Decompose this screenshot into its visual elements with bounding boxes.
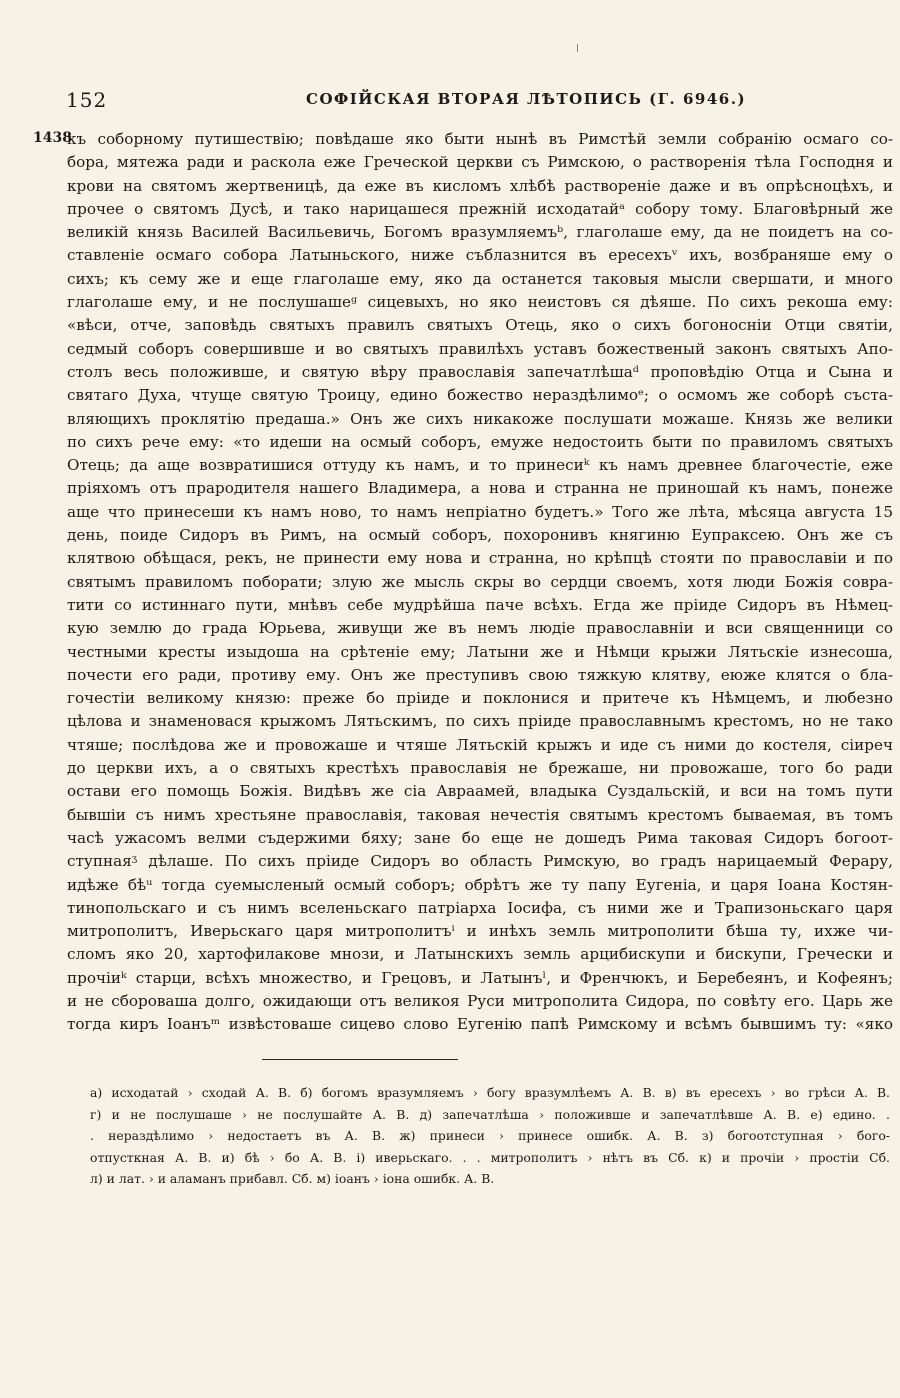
text-line: часѣ ужасомъ велми съдержими бяху; зане бо еще не дошедъ Рима таковая Сидоръ богоот- (67, 828, 893, 847)
footnote-line: . нераздѣлимо › недостаетъ въ А. В. ж) принеси › принесе ошибк. А. В. з) богоотступная › бого- (90, 1128, 890, 1143)
text-line: гочестіи великому князю: преже бо пріиде и поклонися и притече къ Нѣмцемъ, и любезно (67, 689, 893, 708)
page-mark (577, 44, 578, 52)
text-line: крови на святомъ жертвеницѣ, да еже въ кисломъ хлѣбѣ растворенiе даже и въ опрѣсноцѣхъ, и (67, 176, 893, 195)
text-line: Отець; да аще возвратишися оттуду къ намъ, и то принесиᵏ къ намъ древнее благочестіе, еже (67, 456, 893, 475)
text-line: чтяше; послѣдова же и провожаше и чтяше Лятьскій крыжъ и иде съ ними до костеля, сіиреч (67, 735, 893, 754)
text-line: и не сбороваша долго, ожидающи отъ великоя Руси митрополита Сидора, по совѣту его. Царь же (67, 991, 893, 1010)
text-line: сихъ; къ сему же и еще глаголаше ему, яко да останется таковыя мысли свершати, и много (67, 269, 893, 288)
text-line: пріяхомъ отъ прародителя нашего Владимера, а нова и странна не приношай къ намъ, понеже (67, 479, 893, 498)
text-line: ступнаяᶾ дѣлаше. По сихъ пріиде Сидоръ во область Римскую, во градъ нарицаемый Ферару, (67, 852, 893, 871)
text-line: бывшіи съ нимъ хрестьяне православія, таковая нечестія святымъ крестомъ бываемая, въ томъ (67, 805, 893, 824)
text-line: «вѣси, отче, заповѣдь святыхъ правилъ святыхъ Отець, яко о сихъ богоносніи Отци святіи, (67, 316, 893, 335)
text-line: остави его помощь Божія. Видѣвъ же сіа Авраамей, владыка Суздальскій, и вси на томъ пути (67, 782, 893, 801)
footnote-line: л) и лат. › и аламанъ прибавл. Сб. м) іоанъ › іона ошибк. А. В. (90, 1171, 495, 1186)
text-line: святаго Духа, чтуще святую Троицу, едино божество нераздѣлимоᵉ; о осмомъ же соборѣ съста- (67, 386, 893, 405)
text-line: тити со истиннаго пути, мнѣвъ себе мудрѣйша паче всѣхъ. Егда же пріиде Сидоръ въ Нѣмец- (67, 595, 893, 614)
text-line: до церкви ихъ, а о святыхъ крестѣхъ православія не брежаше, ни провожаше, того бо ради (67, 759, 893, 778)
page-header (66, 88, 860, 118)
text-line: столъ весь положивше, и святую вѣру православія запечатлѣшаᵈ проповѣдію Отца и Сына и (67, 362, 893, 381)
text-line: тогда киръ Іоанъᵐ извѣстоваше сицево слово Еугенію папѣ Римскому и всѣмъ бывшимъ ту: «яко (67, 1015, 893, 1034)
running-title: СОФІЙСКАЯ ВТОРАЯ ЛѢТОПИСЬ (Г. 6946.) (306, 90, 747, 108)
text-line: бора, мятежа ради и раскола еже Греческой церкви съ Римскою, о растворенія тѣла Господня и (67, 153, 893, 172)
text-line: прочіиᵏ старци, всѣхъ множество, и Грецовъ, и Латынъˡ, и Френчюкъ, и Беребеянъ, и Кофеянъ; (67, 968, 893, 987)
text-line: день, поиде Сидоръ въ Римъ, на осмый соборъ, похоронивъ княгиню Еупраксею. Онъ же съ (67, 526, 893, 545)
text-line: митрополитъ, Иверьскаго царя митрополитъⁱ и инѣхъ земль митрополити бѣша ту, ихже чи- (67, 922, 893, 941)
text-line: почести его ради, противу ему. Онъ же преступивъ свою тяжкую клятву, еюже клятся о бла- (67, 665, 893, 684)
footnote-divider (262, 1059, 458, 1060)
text-line: сломъ яко 20, хартофилакове мнози, и Латынскихъ земль арцибискупи и бискупи, Гречески и (67, 945, 893, 964)
footnotes (90, 1082, 890, 1190)
text-line: святымъ правиломъ поборати; злую же мысль скры во сердци своемъ, хотя люди Божія совра- (67, 572, 893, 591)
text-line: честными кресты изыдоша на срѣтеніе ему; Латыни же и Нѣмци крыжи Лятьскіе изнесоша, (67, 642, 893, 661)
text-line: глаголаше ему, и не послушашеᵍ сицевыхъ, но яко неистовъ ся дѣяше. По сихъ рекоша ему: (67, 293, 893, 312)
footnote-line: отпусткная А. В. и) бѣ › бо А. В. і) иверьскаго. . . митрополитъ › нѣтъ въ Сб. к) и прочіи › простіи Сб. (90, 1149, 890, 1165)
text-line: седмый соборъ совершивше и во святыхъ правилѣхъ уставъ божественый законъ святыхъ Апо- (67, 339, 893, 358)
text-line: вляющихъ проклятію предаша.» Онъ же сихъ никакоже послушати можаше. Князь же велики (67, 409, 893, 428)
text-line: по сихъ рече ему: «то идеши на осмый соборъ, емуже недостоить быти по правиломъ святыхъ (67, 432, 893, 451)
text-line: ставленіе осмаго собора Латыньского, ниже съблазнится въ ересехъᵛ ихъ, возбраняше ему о (67, 246, 893, 265)
text-line: великій князь Василей Васильевичь, Богомъ вразумляемъᵇ, глаголаше ему, да не поидетъ на со- (67, 223, 893, 242)
main-text (67, 128, 893, 1037)
footnote-line: а) исходатай › сходай А. В. б) богомъ вразумляемъ › богу вразумлѣемъ А. В. в) въ ересехъ › во грѣси А. В. (90, 1085, 890, 1100)
text-line: прочее о святомъ Дусѣ, и тако нарицашеся прежній исходатайᵃ собору тому. Благовѣрный же (67, 199, 893, 218)
text-line: кую землю до града Юрьева, живущи же въ немъ людіе православніи и вси священници со (67, 619, 893, 638)
text-line: тинопольскаго и съ нимъ вселеньскаго патріарха Іосифа, съ ними же и Трапизоньскаго царя (67, 898, 893, 917)
text-line: идѣже бѣᵘ тогда суемысленый осмый соборъ; обрѣтъ же ту папу Еугеніа, и царя Іоана Костян- (67, 875, 893, 894)
text-line: цѣлова и знаменовася крыжомъ Лятьскимъ, по сихъ пріиде православнымъ крестомъ, но не тако (67, 712, 893, 731)
footnote-line: г) и не послушаше › не послушайте А. В. д) запечатлѣша › положивше и запечатлѣвше А. В. е) едино. . (90, 1106, 890, 1122)
text-line: клятвою обѣщася, рекъ, не принести ему нова и странна, но крѣпцѣ стояти по православіи и по (67, 549, 893, 568)
page-number: 152 (66, 88, 108, 112)
margin-year: 1438 (33, 130, 72, 146)
text-line: аще что принесеши къ намъ ново, то намъ непріатно будетъ.» Того же лѣта, мѣсяца августа 15 (67, 502, 893, 521)
text-line: къ соборному путишествію; повѣдаше яко быти нынѣ въ Римстѣй земли собранію осмаго со- (67, 130, 893, 148)
